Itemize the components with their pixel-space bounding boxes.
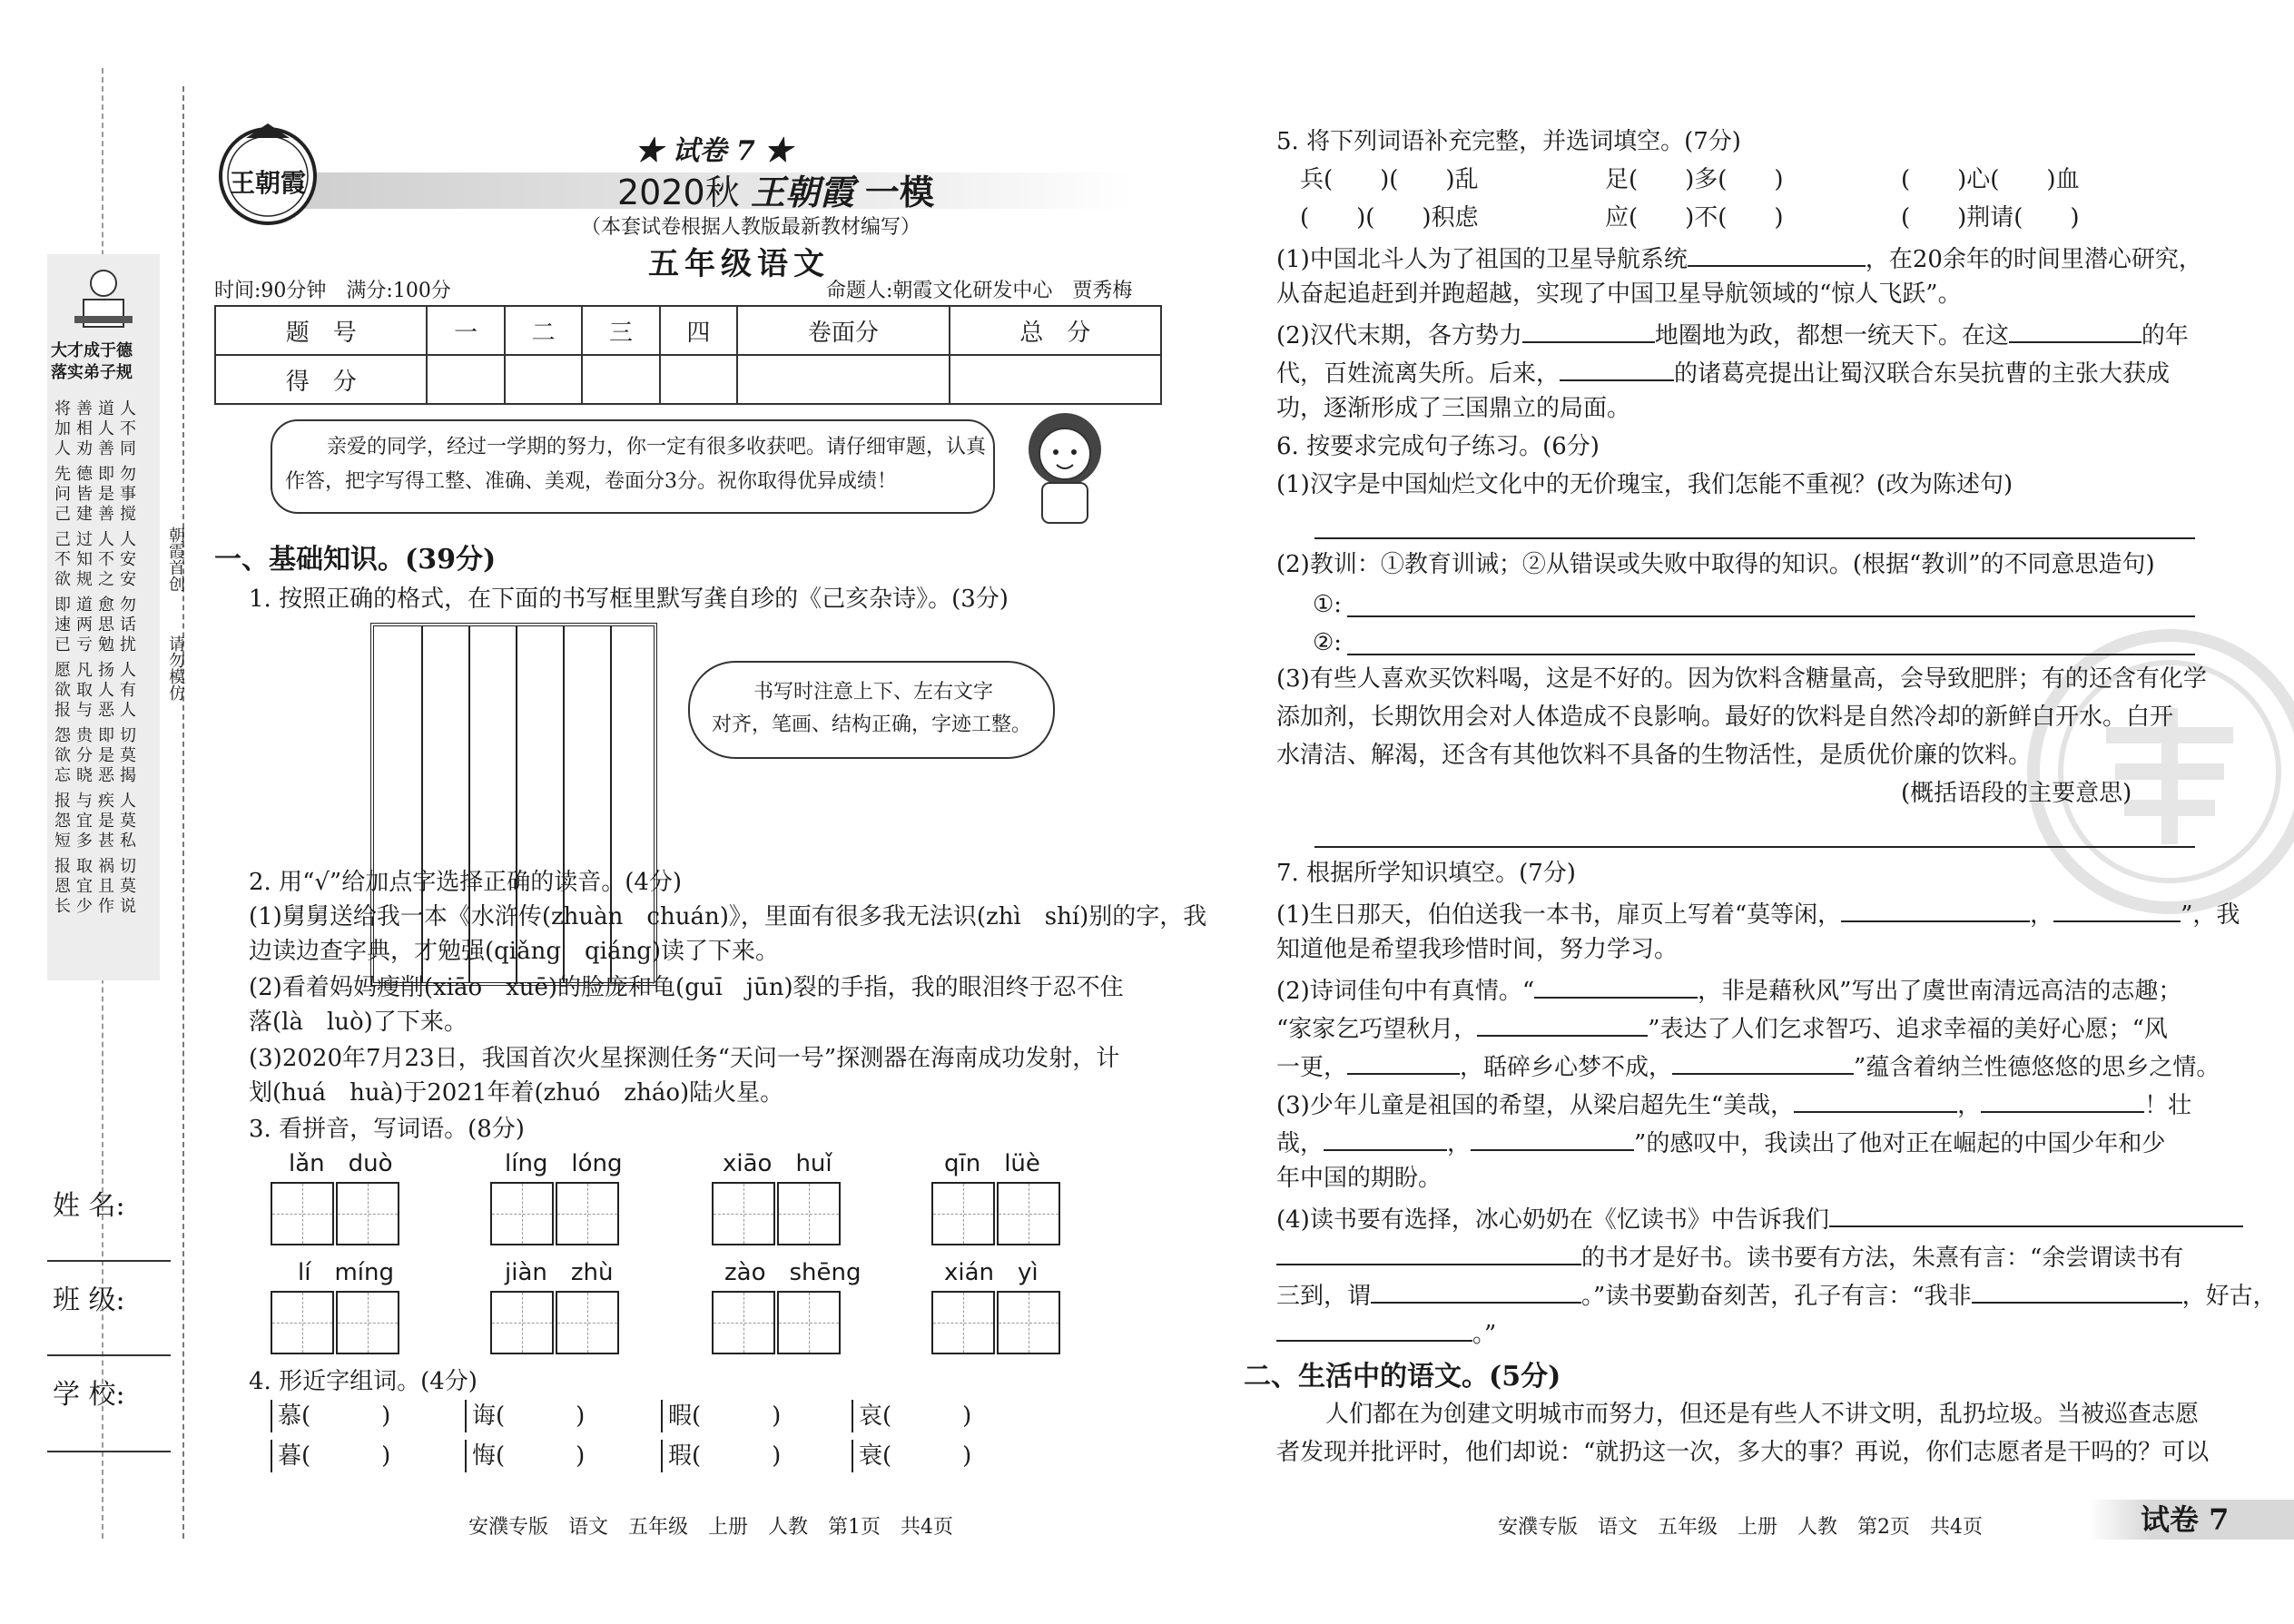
q4-pair — [852, 1400, 971, 1472]
q2-1-line2: 边读边查字典，才勉强(qiǎng qiáng)读了下来。 — [249, 938, 779, 965]
score-header-cell: 三 — [582, 306, 659, 355]
q7-2-line2 — [1276, 1009, 2168, 1046]
q7-3-line2 — [1276, 1124, 2165, 1160]
motto-line: 报与恶人 — [54, 701, 142, 720]
brand-logo-text: 王朝霞 — [229, 168, 306, 198]
q7-2-f: ，聒碎乡心梦不成， — [1460, 1054, 1673, 1081]
answer-blank[interactable] — [1981, 1086, 2144, 1113]
q7-4-line4 — [1276, 1314, 1496, 1351]
class-label: 班 级: — [53, 1284, 125, 1316]
char-cell[interactable] — [271, 1291, 334, 1354]
answer-blank[interactable] — [1672, 1048, 1854, 1075]
motto-text — [54, 399, 154, 922]
q5-2-a: (2)汉代末期，各方势力 — [1276, 322, 1522, 349]
motto-group — [54, 399, 154, 459]
q5-word[interactable]: 兵( )( )乱 — [1300, 166, 1479, 193]
q5-word[interactable]: ( )荆请( ) — [1901, 204, 2080, 231]
q7-1 — [1276, 895, 2240, 931]
q6-2-opt1: ①: — [1313, 591, 1343, 618]
q4-pair — [661, 1400, 781, 1472]
score-cell[interactable] — [427, 355, 504, 404]
q2-3-line2: 划(huá huà)于2021年着(zhuó zháo)陆火星。 — [249, 1079, 784, 1107]
motto-group — [54, 792, 154, 851]
motto-line: 怨贵即切 — [54, 726, 142, 745]
q7-3-f: ”的感叹中，我读出了他对正在崛起的中国少年和少 — [1634, 1130, 2166, 1157]
q6-3-line2: 添加剂，长期饮用会对人体造成不良影响。最好的饮料是自然冷却的新鲜白开水。白开 — [1276, 704, 2174, 731]
q5-word[interactable]: ( )心( )血 — [1901, 166, 2080, 193]
q4-word[interactable]: 哀( ) — [852, 1400, 971, 1432]
q7-2-g: ”蕴含着纳兰性德悠悠的思乡之情。 — [1854, 1054, 2220, 1081]
pinyin-answer-box[interactable] — [712, 1291, 841, 1354]
char-cell[interactable] — [777, 1182, 841, 1245]
q7-4-line2 — [1276, 1238, 2183, 1275]
q7-1-c: ”，我 — [2181, 901, 2240, 929]
q2-2-line1: (2)看着妈妈瘦削(xiāo xuē)的脸庞和龟(guī jūn)裂的手指，我的眼泪终于忍不住 — [249, 974, 1124, 1001]
q6-3-line3: 水清洁、解渴，还含有其他饮料不具备的生物活性，是质优价廉的饮料。 — [1276, 742, 2033, 769]
q7-4-f: 。” — [1472, 1321, 1497, 1348]
name-field[interactable] — [47, 1260, 171, 1262]
q5-word[interactable]: 应( )不( ) — [1605, 204, 1784, 231]
school-label: 学 校: — [53, 1379, 125, 1411]
q4-word[interactable]: 衰( ) — [852, 1440, 971, 1472]
q4-pair — [465, 1400, 585, 1472]
q1-tip-line-1: 书写时注意上下、左右文字 — [753, 681, 994, 704]
q5-2-e: 的诸葛亮提出让蜀汉联合东吴抗曹的主张大获成 — [1674, 360, 2171, 388]
pinyin-answer-box[interactable] — [712, 1182, 841, 1245]
q7-3-line3: 年中国的期盼。 — [1276, 1165, 1442, 1192]
motto-line: 欲分是莫 — [54, 746, 142, 765]
score-header-row — [215, 306, 1161, 355]
pinyin-answer-box[interactable] — [490, 1291, 619, 1354]
answer-blank[interactable] — [1794, 1086, 1957, 1113]
school-field[interactable] — [47, 1451, 171, 1452]
q7-2-b: ，非是藉秋风”写出了虞世南清远高洁的志趣； — [1698, 978, 2182, 1005]
motto-group — [54, 857, 154, 917]
motto-line: 即道愈勿 — [54, 595, 142, 615]
answer-blank[interactable] — [1471, 1124, 1634, 1151]
pinyin-label: xián yì — [944, 1259, 1039, 1286]
score-cell[interactable] — [505, 355, 582, 404]
answer-blank[interactable] — [1276, 1314, 1472, 1342]
pinyin-answer-box[interactable] — [931, 1182, 1060, 1245]
q2-1-line1: (1)舅舅送给我一本《水浒传(zhuàn chuán)》，里面有很多我无法识(zhì shí)别的字，我 — [249, 903, 1207, 930]
intro-line-1: 亲爱的同学，经过一学期的努力，你一定有很多收获吧。请仔细审题，认真 — [327, 436, 987, 458]
answer-blank[interactable] — [1276, 1238, 1581, 1265]
q7-2-e: 一更， — [1276, 1054, 1348, 1081]
q6-3-requirement: (概括语段的主要意思) — [1901, 780, 2132, 807]
answer-line[interactable] — [1314, 846, 2195, 848]
q6-3-line1: (3)有些人喜欢买饮料喝，这是不好的。因为饮料含糖量高，会导致肥胖；有的还含有化学 — [1276, 665, 2207, 693]
char-cell[interactable] — [712, 1291, 775, 1354]
answer-line[interactable] — [1347, 615, 2195, 617]
q7-1-line2: 知道他是希望我珍惜时间，努力学习。 — [1276, 936, 1679, 963]
fold-text-b — [165, 635, 185, 701]
q7-4-line3 — [1276, 1276, 2277, 1313]
q4-word[interactable]: 瑕( ) — [661, 1440, 781, 1472]
motto-line: 怨宜是莫 — [54, 812, 142, 831]
answer-blank[interactable] — [2053, 895, 2181, 922]
q5-word[interactable]: ( )( )积虑 — [1300, 204, 1479, 231]
motto-line: 速两思话 — [54, 615, 142, 635]
motto-line: 己建善搅 — [54, 505, 142, 524]
char-cell[interactable] — [712, 1182, 775, 1245]
q5-2-d: 代，百姓流离失所。后来， — [1276, 360, 1561, 388]
q5-word[interactable]: 足( )多( ) — [1605, 166, 1784, 193]
answer-blank[interactable] — [1841, 895, 2030, 922]
q2-3-line1: (3)2020年7月23日，我国首次火星探测任务“天问一号”探测器在海南成功发射，计 — [249, 1045, 1120, 1072]
score-cell[interactable] — [582, 355, 659, 404]
pinyin-label: qīn lüè — [944, 1150, 1040, 1177]
answer-blank[interactable] — [1688, 240, 1866, 267]
q7-4-d: 。”读书要勤奋刻苦，孔子有言：“我非 — [1581, 1283, 1972, 1310]
motto-group — [54, 595, 154, 655]
answer-line[interactable] — [1347, 654, 2195, 655]
q7-4-e: ，好古， — [2181, 1283, 2277, 1310]
score-header-cell: 题 号 — [215, 306, 427, 355]
q4-word[interactable]: 悔( ) — [465, 1440, 585, 1472]
class-field[interactable] — [47, 1354, 171, 1356]
char-cell[interactable] — [490, 1291, 554, 1354]
score-header-cell: 二 — [505, 306, 582, 355]
answer-blank[interactable] — [1829, 1200, 2243, 1227]
motto-group — [54, 465, 154, 525]
q1-tip-bubble — [688, 661, 1055, 759]
q5-1-b: ，在20余年的时间里潜心研究， — [1865, 246, 2202, 273]
motto-group — [54, 530, 154, 590]
char-cell[interactable] — [271, 1182, 334, 1245]
q7-3-b: ， — [1957, 1092, 1982, 1119]
intro-bubble — [271, 419, 995, 514]
score-header-cell: 卷面分 — [737, 306, 949, 355]
q7-2 — [1276, 971, 2181, 1008]
footer-tag: 试卷 7 — [2141, 1502, 2230, 1537]
subject-title: 五年级语文 — [648, 246, 830, 282]
q7-2-a: (2)诗词佳句中有真情。“ — [1276, 978, 1535, 1005]
score-header-cell: 总 分 — [950, 306, 1161, 355]
fold-text-1: 朝霞首创 — [166, 527, 185, 592]
motto-line: 忘晓恶揭 — [54, 766, 142, 785]
pinyin-label: lǎn duò — [289, 1150, 393, 1177]
q7-1-a: (1)生日那天，伯伯送我一本书，扉页上写着“莫等闲， — [1276, 901, 1842, 929]
pinyin-label: zào shēng — [724, 1259, 861, 1286]
pinyin-label: jiàn zhù — [505, 1259, 614, 1286]
q7-2-line3 — [1276, 1048, 2220, 1084]
fold-text-2: 请勿模仿 — [166, 635, 185, 701]
section2-paragraph-2: 者发现并批评时，他们却说：“就扔这一次，多大的事？再说，你们志愿者是干吗的？可以 — [1276, 1439, 2210, 1466]
q4-pair — [271, 1400, 390, 1472]
motto-line: 愿凡扬人 — [54, 661, 142, 680]
q5-1-a: (1)中国北斗人为了祖国的卫星导航系统 — [1276, 246, 1688, 273]
motto-panel — [47, 254, 160, 980]
q4-word[interactable]: 慕( ) — [271, 1400, 390, 1432]
time-info: 时间:90分钟 满分:100分 — [214, 280, 451, 302]
motto-line-1: 大才成于德 — [51, 341, 133, 360]
q4-word[interactable]: 诲( ) — [465, 1400, 585, 1432]
motto-line: 报与疾人 — [54, 792, 142, 811]
title-brand: 王朝霞 — [750, 172, 854, 212]
answer-blank[interactable] — [1560, 354, 1674, 381]
q7-4 — [1276, 1200, 2243, 1236]
binding-line — [182, 86, 184, 1539]
pinyin-answer-box[interactable] — [271, 1182, 399, 1245]
q6-1: (1)汉字是中国灿烂文化中的无价瑰宝，我们怎能不重视？(改为陈述句) — [1276, 471, 2013, 498]
q7-3-a: (3)少年儿童是祖国的希望，从梁启超先生“美哉， — [1276, 1092, 1795, 1119]
motto-line: 人劝善同 — [54, 439, 142, 458]
pinyin-label: xiāo huǐ — [723, 1150, 832, 1177]
q7-4-a: (4)读书要有选择，冰心奶奶在《忆读书》中告诉我们 — [1276, 1206, 1829, 1234]
char-cell[interactable] — [931, 1182, 995, 1245]
q7-text: 7. 根据所学知识填空。(7分) — [1276, 860, 1576, 887]
q6-text: 6. 按要求完成句子练习。(6分) — [1276, 433, 1600, 460]
char-cell[interactable] — [997, 1291, 1060, 1354]
motto-line: 先德即勿 — [54, 465, 142, 484]
char-cell[interactable] — [556, 1182, 619, 1245]
motto-figure — [67, 263, 140, 336]
pinyin-answer-box[interactable] — [490, 1182, 619, 1245]
motto-line: 欲取人有 — [54, 681, 142, 700]
score-cell[interactable] — [660, 355, 737, 404]
q5-text: 5. 将下列词语补充完整，并选词填空。(7分) — [1276, 128, 1741, 155]
q7-3-e: ， — [1447, 1130, 1472, 1157]
title-prefix: 2020秋 — [617, 172, 740, 212]
answer-blank[interactable] — [2009, 316, 2141, 343]
char-cell[interactable] — [336, 1291, 399, 1354]
score-header-cell: 四 — [660, 306, 737, 355]
score-table — [214, 305, 1162, 405]
section2-paragraph-1: 人们都在为创建文明城市而努力，但还是有些人不讲文明，乱扔垃圾。当被巡查志愿 — [1325, 1401, 2200, 1428]
motto-line: 问皆是事 — [54, 485, 142, 504]
motto-line: 长少作说 — [54, 897, 142, 916]
q4-text: 4. 形近字组词。(4分) — [249, 1368, 478, 1395]
fold-text — [165, 527, 185, 592]
section2-heading: 二、生活中的语文。(5分) — [1244, 1361, 1561, 1393]
paper-title — [617, 172, 934, 212]
char-cell[interactable] — [556, 1291, 619, 1354]
answer-blank[interactable] — [1534, 971, 1698, 999]
q5-2-c: 的年 — [2141, 322, 2189, 349]
q7-3 — [1276, 1086, 2191, 1122]
pinyin-label: líng lóng — [505, 1150, 623, 1177]
motto-line-2: 落实弟子规 — [51, 363, 133, 382]
q6-2: (2)教训：①教育训诫；②从错误或失败中取得的知识。(根据“教训”的不同意思造句) — [1276, 551, 2155, 578]
q7-3-c: ！壮 — [2144, 1092, 2192, 1119]
q7-3-d: 哉， — [1276, 1130, 1324, 1157]
q5-2 — [1276, 316, 2189, 352]
score-header-cell: 一 — [427, 306, 504, 355]
q1-tip-line-2: 对齐，笔画、结构正确，字迹工整。 — [712, 714, 1032, 736]
section1-heading: 一、基础知识。(39分) — [214, 544, 497, 576]
score-cell[interactable] — [950, 355, 1161, 404]
q2-text: 2. 用“√”给加点字选择正确的读音。(4分) — [249, 869, 683, 896]
motto-line: 欲规之安 — [54, 570, 142, 589]
motto-line: 已亏勉扰 — [54, 635, 142, 655]
answer-blank[interactable] — [1371, 1276, 1581, 1304]
q4-word[interactable]: 暮( ) — [271, 1440, 390, 1472]
motto-line: 报取祸切 — [54, 857, 142, 876]
q5-1-cont: 从奋起追赶到并跑超越，实现了中国卫星导航领域的“惊人飞跃”。 — [1276, 281, 1962, 308]
score-label-cell: 得 分 — [215, 355, 427, 404]
q7-2-d: ”表达了人们乞求智巧、追求幸福的美好心愿；“风 — [1648, 1016, 2168, 1043]
title-suffix: 一模 — [864, 172, 934, 212]
answer-line[interactable] — [1314, 537, 2195, 539]
answer-blank[interactable] — [1522, 316, 1655, 343]
q5-2-b: 地圈地为政，都想一统天下。在这 — [1654, 322, 2009, 349]
motto-group — [54, 661, 154, 721]
footer-left: 安濮专版 语文 五年级 上册 人教 第1页 共4页 — [468, 1516, 953, 1539]
q7-1-b: ， — [2030, 901, 2054, 929]
motto-group — [54, 726, 154, 786]
q7-2-c: “家家乞巧望秋月， — [1276, 1016, 1478, 1043]
girl-illustration — [1015, 408, 1115, 527]
author-info: 命题人:朝霞文化研发中心 贾秀梅 — [826, 280, 1133, 302]
name-label: 姓 名: — [53, 1190, 125, 1222]
answer-blank[interactable] — [1347, 1048, 1460, 1075]
score-cell[interactable] — [737, 355, 949, 404]
pinyin-answer-box[interactable] — [271, 1291, 399, 1354]
pinyin-label: lí míng — [298, 1259, 394, 1286]
answer-blank[interactable] — [1324, 1124, 1447, 1151]
char-cell[interactable] — [777, 1291, 841, 1354]
char-cell[interactable] — [336, 1182, 399, 1245]
score-value-row — [215, 355, 1161, 404]
q1-text: 1. 按照正确的格式，在下面的书写框里默写龚自珍的《己亥杂诗》。(3分) — [249, 586, 1009, 613]
q5-2-line3: 功，逐渐形成了三国鼎立的局面。 — [1276, 395, 1631, 422]
motto-line: 加相人不 — [54, 419, 142, 438]
answer-blank[interactable] — [1972, 1276, 2182, 1304]
brand-logo — [214, 120, 321, 227]
answer-blank[interactable] — [1477, 1009, 1648, 1037]
char-cell[interactable] — [490, 1182, 554, 1245]
char-cell[interactable] — [997, 1182, 1060, 1245]
motto-line: 己过人人 — [54, 530, 142, 549]
q6-2-opt2: ②: — [1313, 629, 1343, 656]
char-cell[interactable] — [931, 1291, 995, 1354]
motto-line: 恩宜且莫 — [54, 877, 142, 896]
subtitle: （本套试卷根据人教版最新教材编写） — [581, 216, 921, 239]
motto-line: 将善道人 — [54, 399, 142, 418]
q7-4-b: 的书才是好书。读书要有方法，朱熹有言：“余尝谓读书有 — [1581, 1245, 2184, 1272]
q5-2-line2 — [1276, 354, 2170, 390]
pinyin-answer-box[interactable] — [931, 1291, 1060, 1354]
motto-line: 短多甚私 — [54, 832, 142, 851]
q7-4-c: 三到，谓 — [1276, 1283, 1372, 1310]
q5-1 — [1276, 240, 2202, 276]
intro-line-2: 作答，把字写得工整、准确、美观，卷面分3分。祝你取得优异成绩！ — [285, 470, 897, 493]
paper-tag: ★ 试卷 7 ★ — [635, 135, 793, 167]
q3-text: 3. 看拼音，写词语。(8分) — [249, 1116, 525, 1143]
motto-line: 不知不安 — [54, 550, 142, 569]
footer-right: 安濮专版 语文 五年级 上册 人教 第2页 共4页 — [1498, 1516, 1983, 1539]
q4-word[interactable]: 暇( ) — [661, 1400, 781, 1432]
q2-2-line2: 落(là luò)了下来。 — [249, 1009, 468, 1036]
